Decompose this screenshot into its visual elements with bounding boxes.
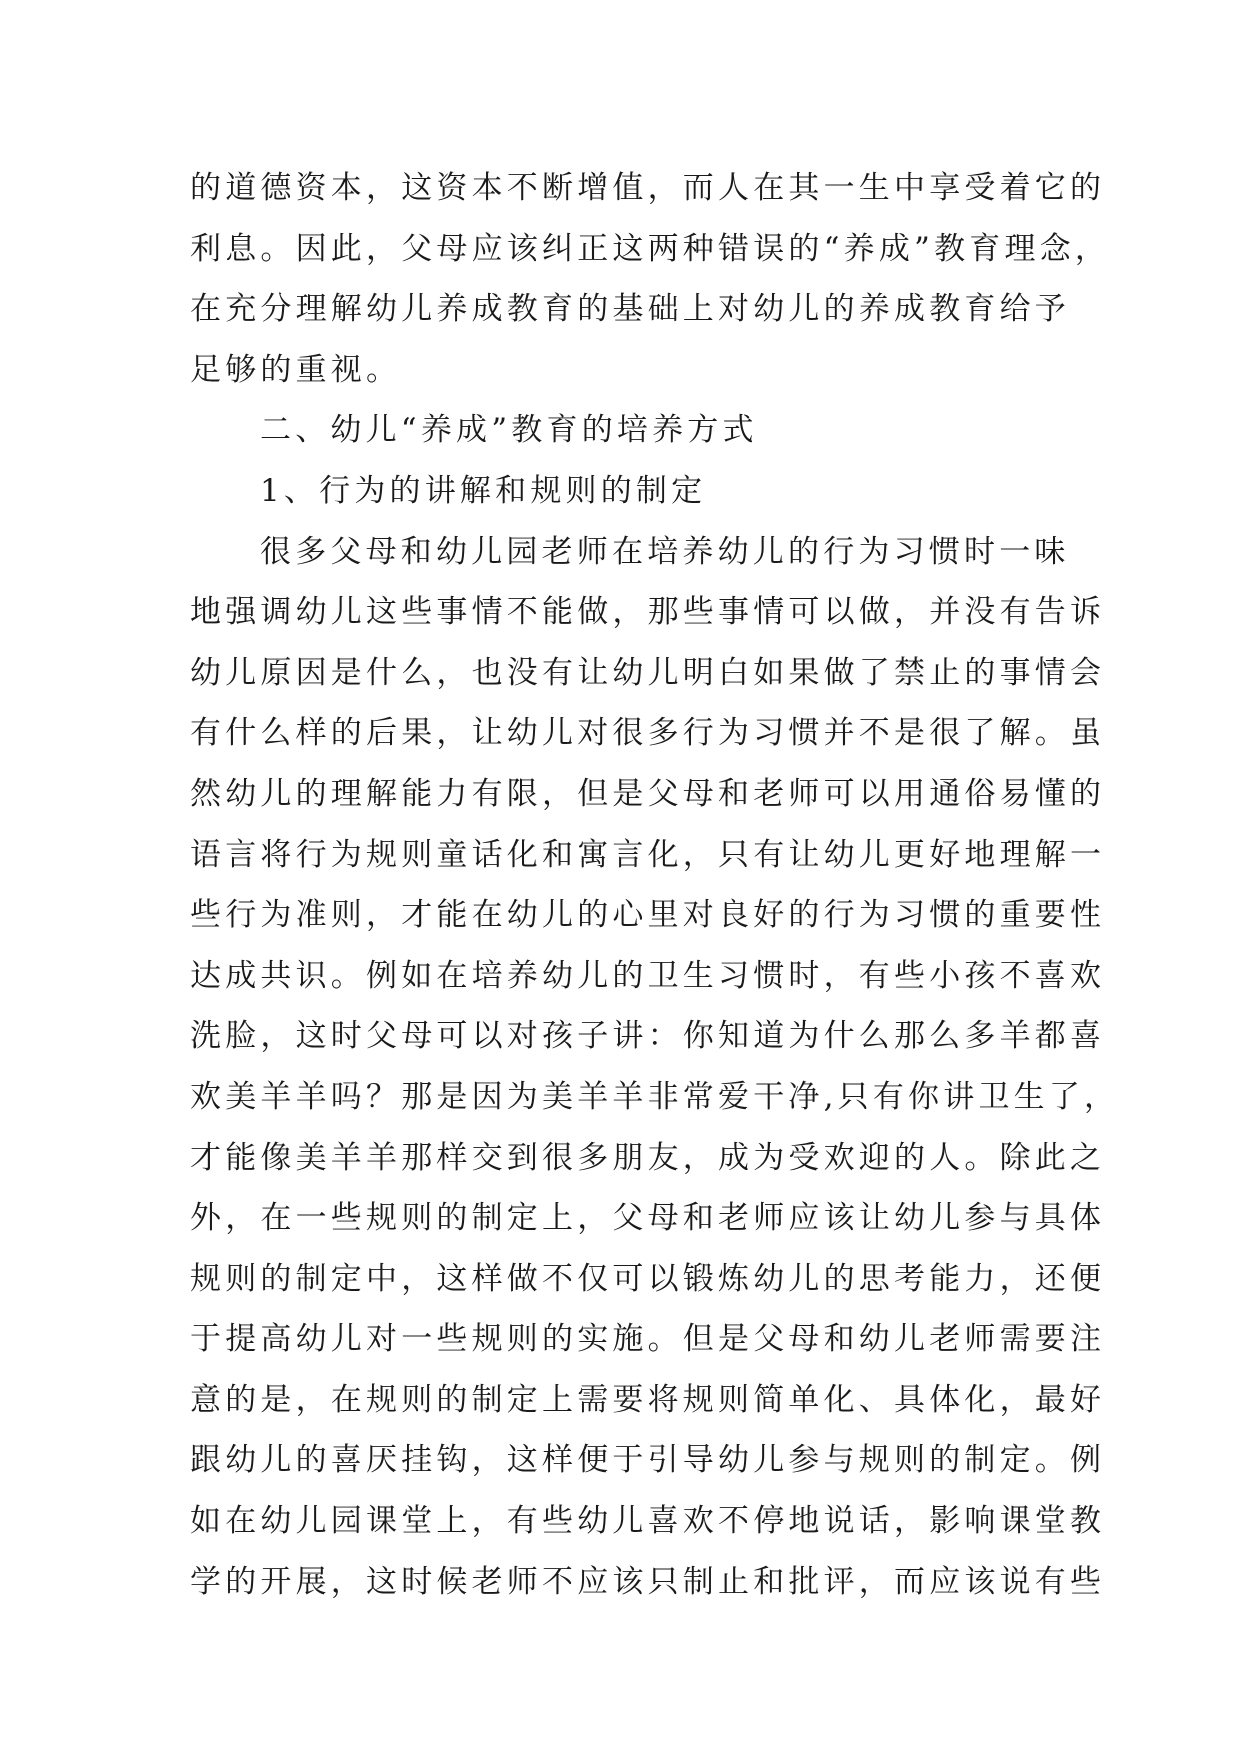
text-line: 跟幼儿的喜厌挂钩，这样便于引导幼儿参与规则的制定。例 [190,1442,1106,1479]
text-line: 欢美羊羊吗？那是因为美羊羊非常爱干净,只有你讲卫生了， [190,1078,1120,1115]
text-line: 如在幼儿园课堂上，有些幼儿喜欢不停地说话，影响课堂教 [190,1503,1106,1540]
text-line: 在充分理解幼儿养成教育的基础上对幼儿的养成教育给予 [190,291,1070,328]
subsection-heading-text: 1、行为的讲解和规则的制定 [260,472,707,509]
body-paragraph [190,522,1120,1613]
text-line: 的道德资本，这资本不断增值，而人在其一生中享受着它的 [190,170,1106,206]
text-line: 于提高幼儿对一些规则的实施。但是父母和幼儿老师需要注 [190,1321,1106,1358]
text-line: 地强调幼儿这些事情不能做，那些事情可以做，并没有告诉 [190,594,1106,631]
subsection-heading [190,461,1050,522]
paragraph-continuation [190,158,1111,400]
text-line: 利息。因此，父母应该纠正这两种错误的“养成”教育理念， [190,230,1111,267]
text-line: 达成共识。例如在培养幼儿的卫生习惯时，有些小孩不喜欢 [190,957,1106,994]
document-body [190,158,1120,1612]
text-line: 才能像美羊羊那样交到很多朋友，成为受欢迎的人。除此之 [190,1139,1106,1176]
text-line: 意的是，在规则的制定上需要将规则简单化、具体化，最好 [190,1381,1106,1418]
section-heading [190,400,1050,461]
section-heading-text: 二、幼儿“养成”教育的培养方式 [260,412,758,449]
text-line: 足够的重视。 [190,351,402,388]
text-line: 外，在一些规则的制定上，父母和老师应该让幼儿参与具体 [190,1200,1106,1237]
text-line: 规则的制定中，这样做不仅可以锻炼幼儿的思考能力，还便 [190,1260,1106,1297]
text-line: 些行为准则，才能在幼儿的心里对良好的行为习惯的重要性 [190,897,1106,934]
text-line: 然幼儿的理解能力有限，但是父母和老师可以用通俗易懂的 [190,775,1106,812]
text-line: 语言将行为规则童话化和寓言化，只有让幼儿更好地理解一 [190,836,1106,873]
text-line: 很多父母和幼儿园老师在培养幼儿的行为习惯时一味 [260,533,1070,570]
text-line: 洗脸，这时父母可以对孩子讲：你知道为什么那么多羊都喜 [190,1018,1106,1055]
text-line: 有什么样的后果，让幼儿对很多行为习惯并不是很了解。虽 [190,715,1106,752]
text-line: 幼儿原因是什么，也没有让幼儿明白如果做了禁止的事情会 [190,654,1106,691]
text-line: 学的开展，这时候老师不应该只制止和批评，而应该说有些 [190,1563,1106,1600]
